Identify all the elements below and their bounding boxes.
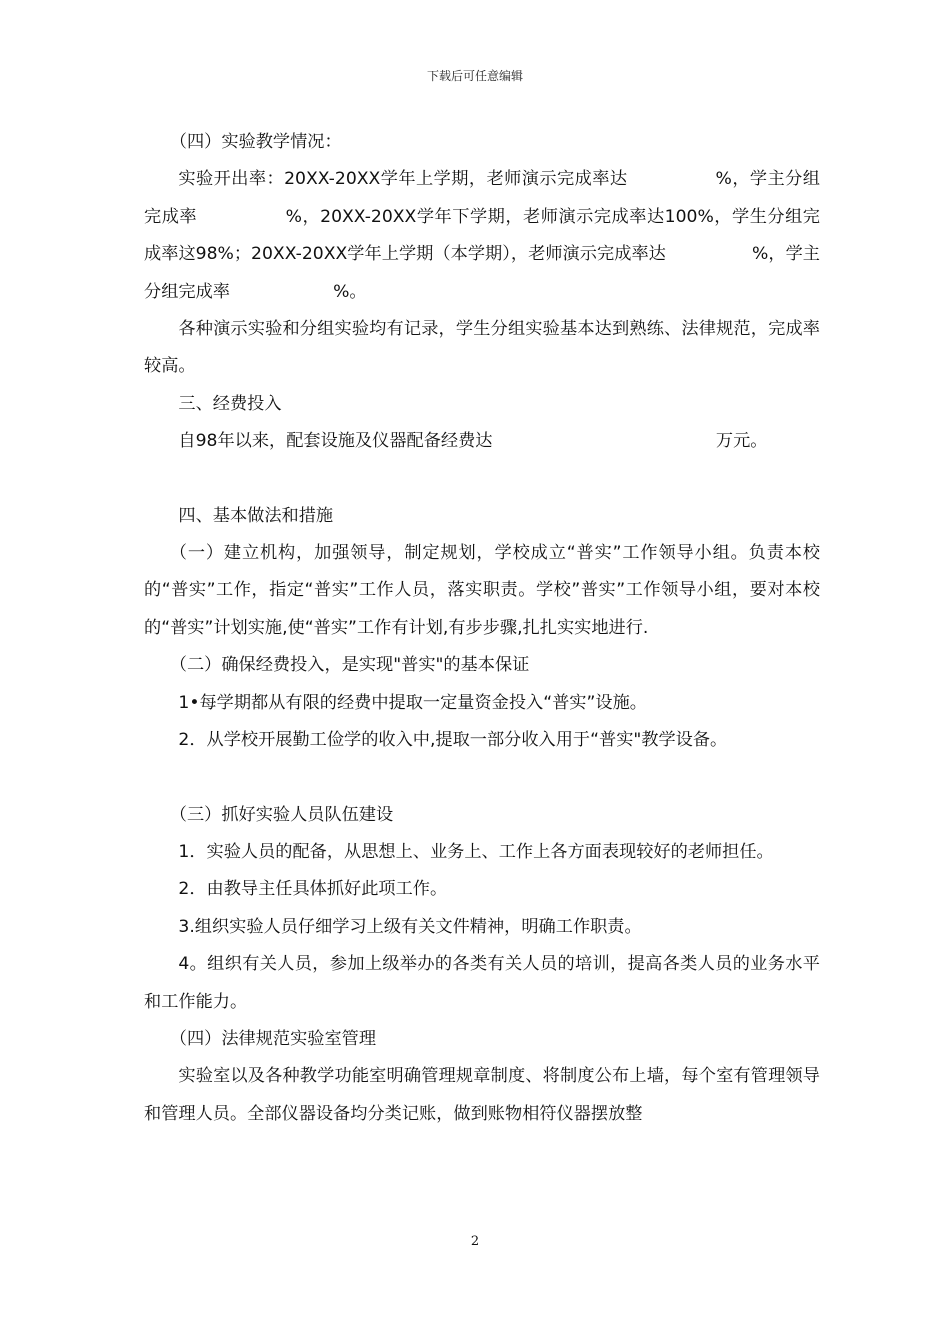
section-heading-funding: 三、经费投入 [178,393,282,414]
list-item-staff-4: 4。组织有关人员，参加上级举办的各类有关人员的培训，提高各类人员的业务水平和工作能力。 [144,954,820,1012]
paragraph-experiment-rate: 实验开出率：20XX-20XX学年上学期，老师演示完成率达 %，学主分组完成率 %，20XX-20XX学年下学期，老师演示完成率达100%，学生分组完成率这98%；20XX-20XX学年上学期（本学期），老师演示完成率达 %，学主分组完成率 %。 [144,169,820,302]
paragraph-lab-management: 实验室以及各种教学功能室明确管理规章制度、将制度公布上墙，每个室有管理领导和管理人员。全部仪器设备均分类记账，做到账物相符仪器摆放整 [144,1066,820,1124]
list-item-staff-1: 1．实验人员的配备，从思想上、业务上、工作上各方面表现较好的老师担任。 [178,841,774,862]
paragraph-experiment-records: 各种演示实验和分组实验均有记录，学生分组实验基本达到熟练、法律规范，完成率较高。 [144,319,820,377]
page-number: 2 [470,1234,480,1249]
subheading-lab-management: （四）法律规范实验室管理 [169,1028,377,1049]
blank-line [144,760,820,797]
paragraph-funding: 自98年以来，配套设施及仪器配备经费达 万元。 [178,431,768,452]
page-header: 下载后可任意编辑 [426,69,523,83]
list-item-funding-1: 1•每学期都从有限的经费中提取一定量资金投入“普实”设施。 [178,692,647,713]
blank-line [144,461,820,498]
list-item-staff-2: 2．由教导主任具体抓好此项工作。 [178,879,448,900]
section-heading-experiment-teaching: （四）实验教学情况： [169,132,342,152]
list-item-staff-3: 3.组织实验人员仔细学习上级有关文件精神，明确工作职责。 [178,916,642,937]
subheading-staff-building: （三）抓好实验人员队伍建设 [169,804,394,825]
document-body [144,124,820,1133]
paragraph-organization: （一）建立机构，加强领导，制定规划，学校成立“普实”工作领导小组。负责本校的“普实”工作，指定“普实”工作人员，落实职责。学校”普实”工作领导小组，要对本校的“普实”计划实施,使“普实”工作有计划,有步步骤,扎扎实实地进行. [144,543,820,638]
section-heading-measures: 四、基本做法和措施 [178,505,334,526]
subheading-funding-guarantee: （二）确保经费投入，是实现"普实"的基本保证 [169,655,530,676]
list-item-funding-2: 2．从学校开展勤工俭学的收入中,提取一部分收入用于“普实"教学设备。 [178,730,728,751]
